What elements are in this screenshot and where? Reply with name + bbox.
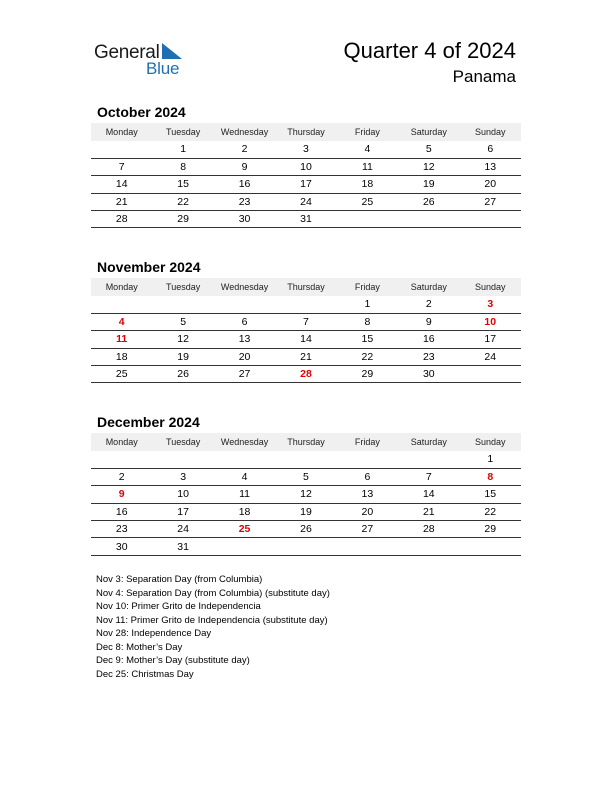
day-cell: 23 — [398, 348, 459, 365]
day-cell: 21 — [275, 348, 336, 365]
week-row — [91, 313, 521, 330]
empty-day-cell — [91, 141, 152, 158]
week-row — [91, 331, 521, 348]
day-cell: 6 — [337, 468, 398, 485]
day-cell: 20 — [337, 503, 398, 520]
day-cell: 5 — [398, 141, 459, 158]
week-row — [91, 486, 521, 503]
week-row — [91, 211, 521, 228]
day-cell: 15 — [152, 176, 213, 193]
day-cell: 30 — [398, 366, 459, 383]
day-cell: 18 — [214, 503, 275, 520]
day-cell: 8 — [152, 158, 213, 175]
holiday-note: Dec 25: Christmas Day — [96, 668, 194, 680]
day-cell: 17 — [152, 503, 213, 520]
day-cell: 24 — [275, 193, 336, 210]
day-cell: 29 — [152, 211, 213, 228]
day-cell: 25 — [91, 366, 152, 383]
weekday-header: Friday — [337, 278, 398, 296]
day-cell: 14 — [398, 486, 459, 503]
holiday-note: Nov 11: Primer Grito de Independencia (substitute day) — [96, 614, 328, 626]
day-cell: 15 — [337, 331, 398, 348]
weekday-header-row — [91, 123, 521, 141]
day-cell: 1 — [460, 451, 521, 468]
day-cell: 25 — [214, 521, 275, 538]
calendar-table — [91, 123, 521, 228]
weekday-header: Wednesday — [214, 278, 275, 296]
empty-day-cell — [152, 296, 213, 313]
day-cell: 16 — [91, 503, 152, 520]
week-row — [91, 451, 521, 468]
empty-day-cell — [275, 538, 336, 555]
holiday-note: Nov 4: Separation Day (from Columbia) (substitute day) — [96, 587, 330, 599]
empty-day-cell — [460, 211, 521, 228]
empty-day-cell — [398, 538, 459, 555]
day-cell: 21 — [91, 193, 152, 210]
empty-day-cell — [275, 296, 336, 313]
day-cell: 3 — [152, 468, 213, 485]
day-cell: 22 — [152, 193, 213, 210]
day-cell: 22 — [337, 348, 398, 365]
weekday-header: Saturday — [398, 123, 459, 141]
day-cell: 13 — [337, 486, 398, 503]
week-row — [91, 193, 521, 210]
day-cell: 29 — [337, 366, 398, 383]
day-cell: 16 — [398, 331, 459, 348]
week-row — [91, 468, 521, 485]
day-cell: 9 — [91, 486, 152, 503]
day-cell: 5 — [152, 313, 213, 330]
empty-day-cell — [460, 366, 521, 383]
day-cell: 11 — [91, 331, 152, 348]
day-cell: 28 — [91, 211, 152, 228]
day-cell: 17 — [275, 176, 336, 193]
day-cell: 18 — [337, 176, 398, 193]
month-december — [91, 413, 521, 556]
day-cell: 23 — [91, 521, 152, 538]
empty-day-cell — [275, 451, 336, 468]
day-cell: 26 — [398, 193, 459, 210]
day-cell: 7 — [398, 468, 459, 485]
day-cell: 1 — [152, 141, 213, 158]
empty-day-cell — [337, 211, 398, 228]
logo-flag-icon — [160, 43, 182, 59]
holiday-note: Nov 28: Independence Day — [96, 628, 212, 639]
weekday-header: Wednesday — [214, 433, 275, 451]
day-cell: 15 — [460, 486, 521, 503]
day-cell: 7 — [91, 158, 152, 175]
weekday-header-row — [91, 278, 521, 296]
day-cell: 8 — [460, 468, 521, 485]
day-cell: 12 — [152, 331, 213, 348]
weekday-header: Tuesday — [152, 123, 213, 141]
week-row — [91, 141, 521, 158]
day-cell: 9 — [398, 313, 459, 330]
day-cell: 13 — [460, 158, 521, 175]
day-cell: 4 — [214, 468, 275, 485]
day-cell: 2 — [398, 296, 459, 313]
holiday-note: Dec 8: Mother’s Day — [96, 641, 183, 653]
day-cell: 2 — [214, 141, 275, 158]
week-row — [91, 158, 521, 175]
day-cell: 10 — [275, 158, 336, 175]
week-row — [91, 538, 521, 555]
day-cell: 10 — [152, 486, 213, 503]
day-cell: 20 — [214, 348, 275, 365]
week-row — [91, 348, 521, 365]
week-row — [91, 176, 521, 193]
empty-day-cell — [337, 451, 398, 468]
page-title: Quarter 4 of 2024 — [343, 38, 516, 63]
weekday-header: Thursday — [275, 433, 336, 451]
day-cell: 28 — [275, 366, 336, 383]
weekday-header: Monday — [91, 433, 152, 451]
weekday-header: Saturday — [398, 433, 459, 451]
day-cell: 3 — [275, 141, 336, 158]
day-cell: 1 — [337, 296, 398, 313]
day-cell: 28 — [398, 521, 459, 538]
day-cell: 31 — [275, 211, 336, 228]
holiday-note: Nov 3: Separation Day (from Columbia) — [96, 574, 263, 585]
day-cell: 12 — [275, 486, 336, 503]
day-cell: 24 — [460, 348, 521, 365]
day-cell: 27 — [214, 366, 275, 383]
empty-day-cell — [398, 211, 459, 228]
logo-general-text: General — [94, 42, 160, 63]
day-cell: 14 — [275, 331, 336, 348]
day-cell: 30 — [214, 211, 275, 228]
empty-day-cell — [214, 451, 275, 468]
week-row — [91, 366, 521, 383]
day-cell: 14 — [91, 176, 152, 193]
day-cell: 11 — [337, 158, 398, 175]
month-title: November 2024 — [97, 259, 201, 275]
empty-day-cell — [91, 296, 152, 313]
day-cell: 7 — [275, 313, 336, 330]
holiday-note: Nov 10: Primer Grito de Independencia — [96, 601, 261, 612]
day-cell: 5 — [275, 468, 336, 485]
weekday-header-row — [91, 433, 521, 451]
week-row — [91, 296, 521, 313]
empty-day-cell — [337, 538, 398, 555]
country-name: Panama — [452, 67, 516, 86]
day-cell: 3 — [460, 296, 521, 313]
weekday-header: Tuesday — [152, 433, 213, 451]
month-title: December 2024 — [97, 414, 200, 430]
month-title: October 2024 — [97, 104, 186, 120]
month-november — [91, 258, 521, 383]
weekday-header: Tuesday — [152, 278, 213, 296]
month-october — [91, 103, 521, 228]
day-cell: 6 — [214, 313, 275, 330]
weekday-header: Friday — [337, 123, 398, 141]
day-cell: 26 — [275, 521, 336, 538]
weekday-header: Monday — [91, 123, 152, 141]
day-cell: 18 — [91, 348, 152, 365]
day-cell: 19 — [152, 348, 213, 365]
weekday-header: Sunday — [460, 123, 521, 141]
day-cell: 26 — [152, 366, 213, 383]
weekday-header: Saturday — [398, 278, 459, 296]
weekday-header: Thursday — [275, 278, 336, 296]
day-cell: 27 — [460, 193, 521, 210]
day-cell: 9 — [214, 158, 275, 175]
calendar-table — [91, 278, 521, 383]
weekday-header: Thursday — [275, 123, 336, 141]
day-cell: 23 — [214, 193, 275, 210]
calendar-table — [91, 433, 521, 556]
day-cell: 4 — [91, 313, 152, 330]
empty-day-cell — [214, 538, 275, 555]
day-cell: 6 — [460, 141, 521, 158]
logo-blue-text: Blue — [146, 59, 180, 78]
day-cell: 17 — [460, 331, 521, 348]
day-cell: 16 — [214, 176, 275, 193]
day-cell: 27 — [337, 521, 398, 538]
generalblue-logo — [94, 40, 194, 80]
empty-day-cell — [398, 451, 459, 468]
day-cell: 21 — [398, 503, 459, 520]
empty-day-cell — [91, 451, 152, 468]
day-cell: 12 — [398, 158, 459, 175]
week-row — [91, 521, 521, 538]
weekday-header: Friday — [337, 433, 398, 451]
empty-day-cell — [152, 451, 213, 468]
week-row — [91, 503, 521, 520]
day-cell: 30 — [91, 538, 152, 555]
holiday-notes — [96, 573, 330, 681]
day-cell: 4 — [337, 141, 398, 158]
day-cell: 13 — [214, 331, 275, 348]
day-cell: 31 — [152, 538, 213, 555]
weekday-header: Wednesday — [214, 123, 275, 141]
day-cell: 25 — [337, 193, 398, 210]
weekday-header: Monday — [91, 278, 152, 296]
day-cell: 24 — [152, 521, 213, 538]
day-cell: 29 — [460, 521, 521, 538]
day-cell: 19 — [398, 176, 459, 193]
day-cell: 20 — [460, 176, 521, 193]
day-cell: 19 — [275, 503, 336, 520]
empty-day-cell — [460, 538, 521, 555]
holiday-note: Dec 9: Mother’s Day (substitute day) — [96, 655, 250, 666]
day-cell: 11 — [214, 486, 275, 503]
day-cell: 2 — [91, 468, 152, 485]
weekday-header: Sunday — [460, 278, 521, 296]
day-cell: 22 — [460, 503, 521, 520]
weekday-header: Sunday — [460, 433, 521, 451]
day-cell: 8 — [337, 313, 398, 330]
empty-day-cell — [214, 296, 275, 313]
day-cell: 10 — [460, 313, 521, 330]
